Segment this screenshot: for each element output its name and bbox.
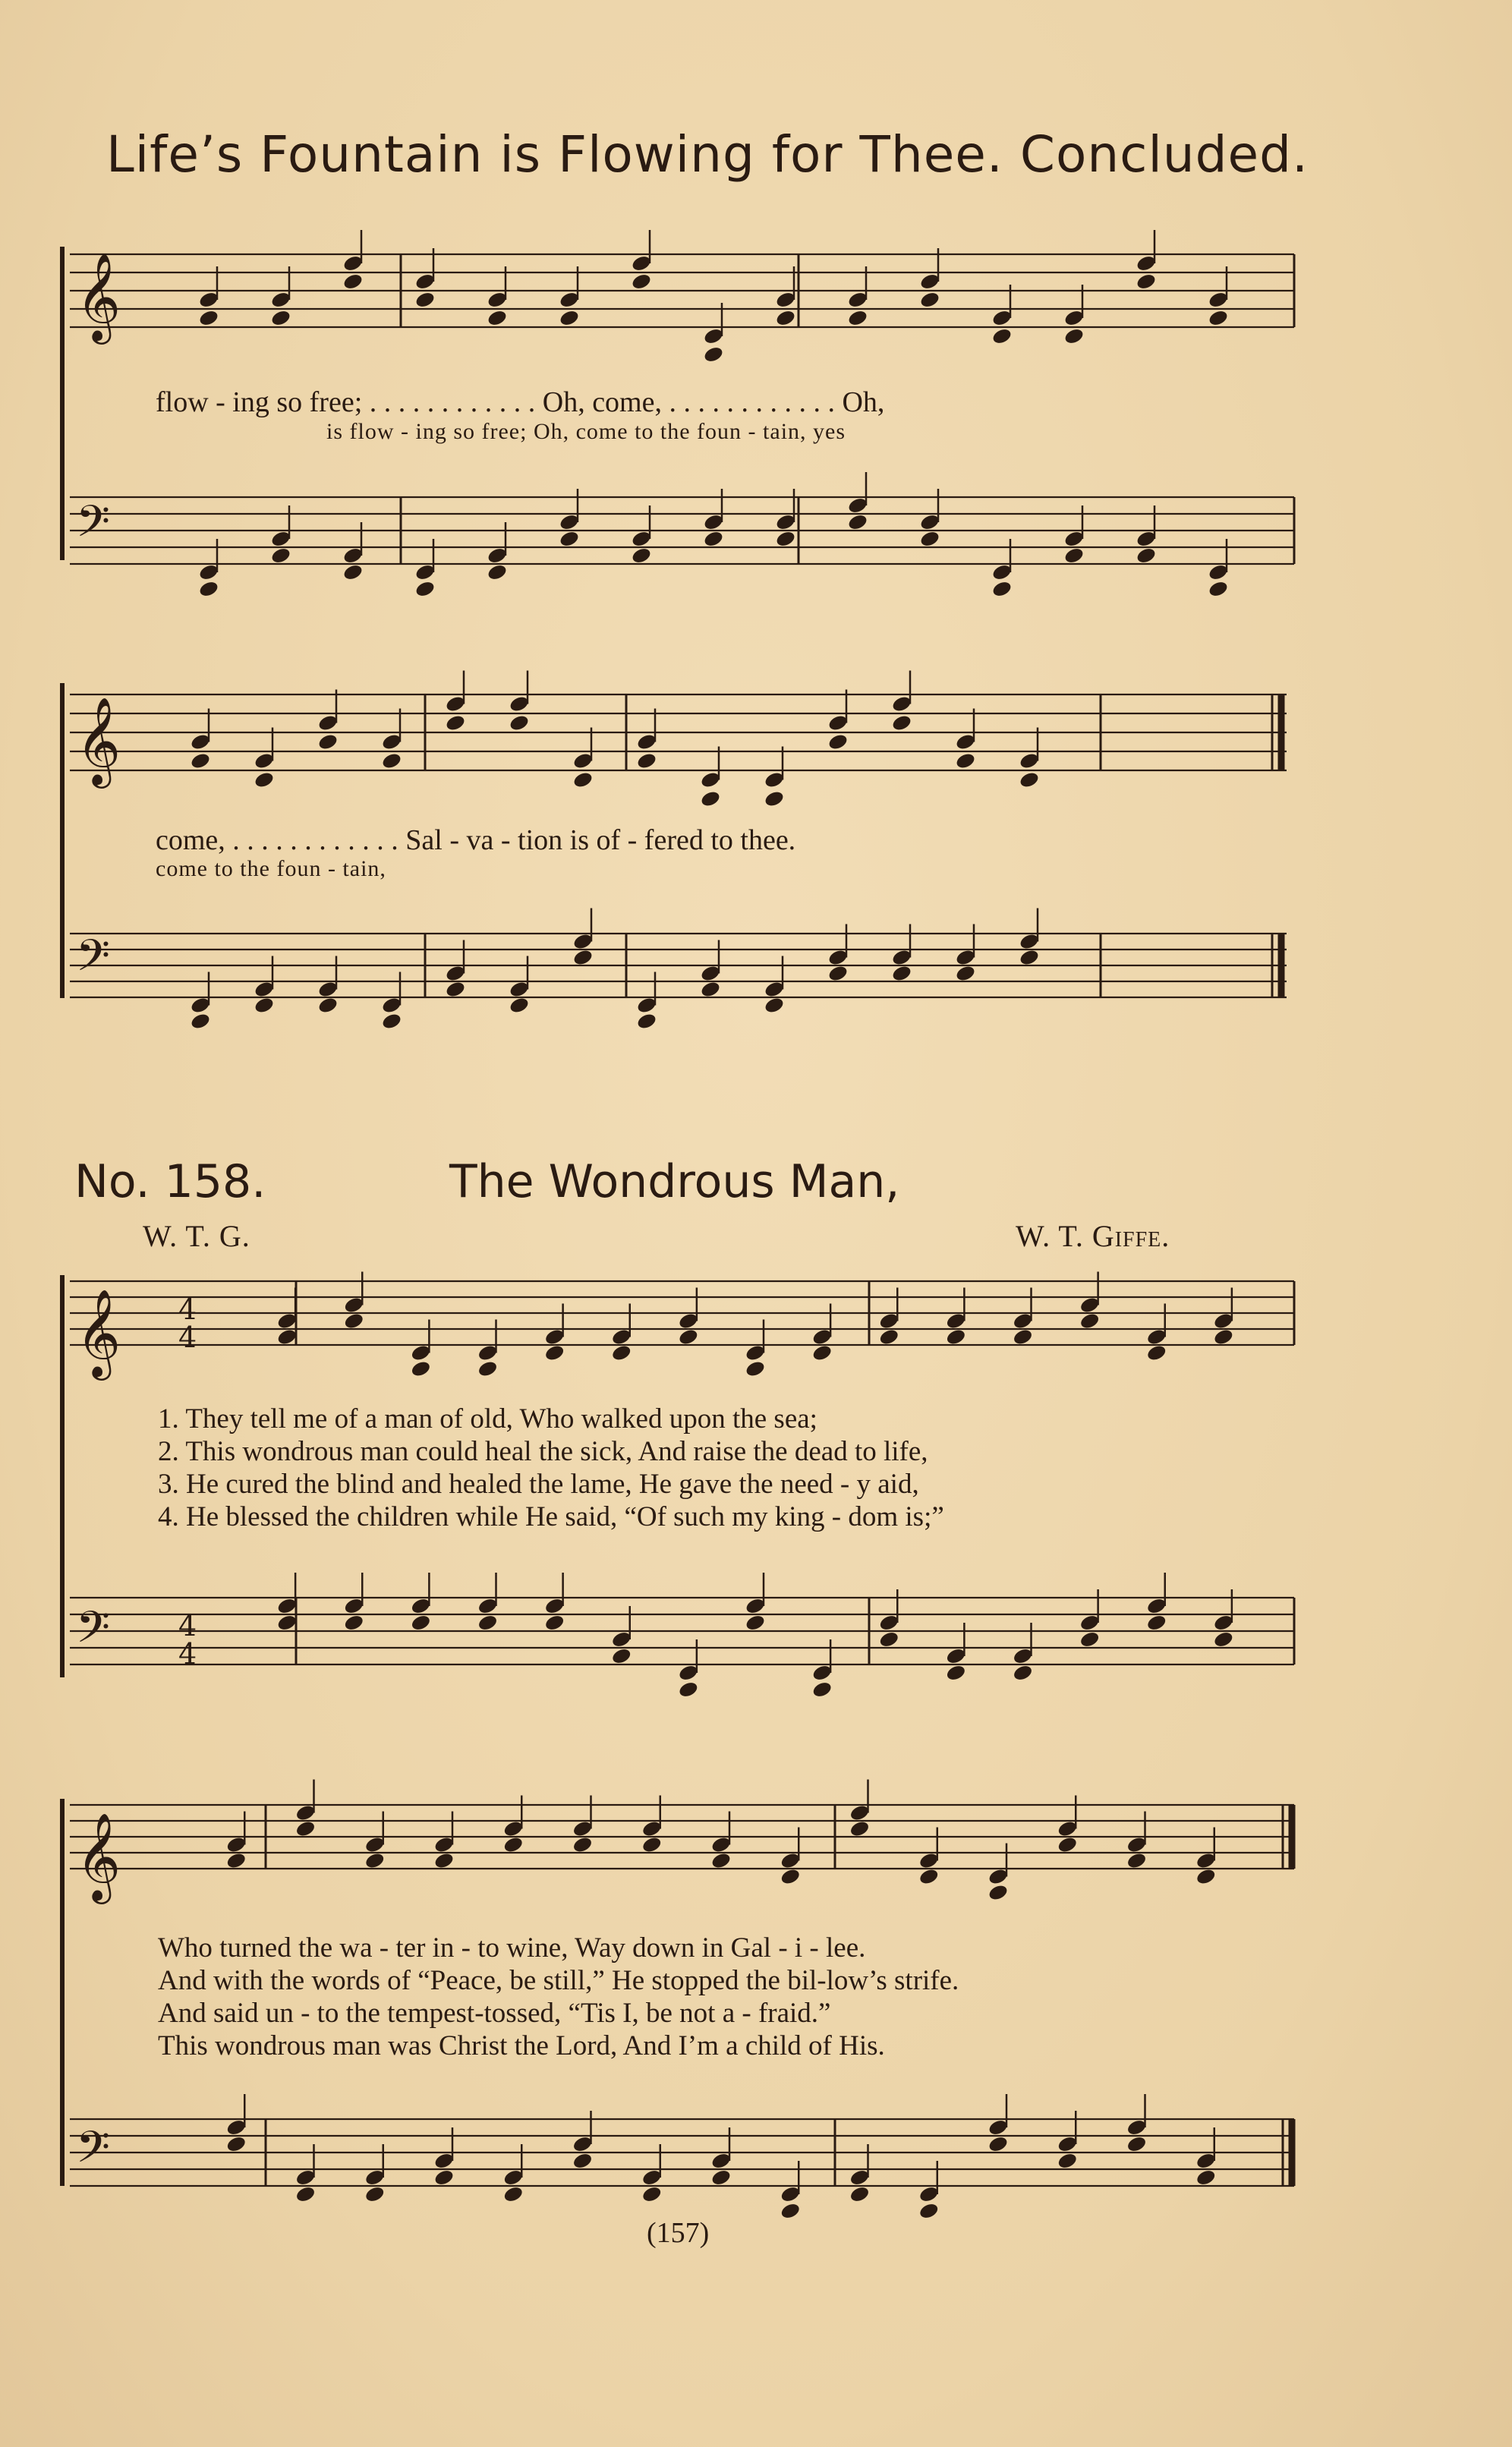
s2-treble-note-head xyxy=(827,732,849,751)
s2-bass-note-head xyxy=(190,1012,212,1031)
s4-bass-note-head xyxy=(918,2202,940,2221)
s1-treble-note-head xyxy=(270,309,292,328)
s1-bass-note-head xyxy=(847,513,869,532)
s1-bass-note-head xyxy=(1063,546,1085,565)
s3-treble-note-head xyxy=(811,1343,833,1362)
hymn-number: No. 158. xyxy=(74,1155,266,1208)
s4-treble-note-head xyxy=(710,1851,732,1870)
verse-line: And with the words of “Peace, be still,” He stopped the bil-low’s strife. xyxy=(158,1965,959,1996)
s1-treble-note-head xyxy=(919,291,941,310)
s1-treble-note-head xyxy=(991,327,1013,346)
treble-clef: 𝄞 xyxy=(76,252,121,341)
s4-treble-note-head xyxy=(433,1851,455,1870)
bass-clef: 𝄢 xyxy=(76,930,111,992)
s2-bass-note-head xyxy=(1019,948,1041,967)
s1-treble-note-head xyxy=(559,309,581,328)
s1-treble-note-head xyxy=(847,309,869,328)
s1-treble-note-head xyxy=(703,345,725,364)
s1-treble-note-head xyxy=(775,309,797,328)
s2-bass-note-head xyxy=(254,996,276,1015)
s4-treble-note-head xyxy=(364,1851,386,1870)
s3-treble-note-head xyxy=(945,1327,967,1346)
s4-bass-note-head xyxy=(780,2202,802,2221)
s1-treble-note-head xyxy=(487,309,509,328)
s1-bass-note-head xyxy=(1136,546,1158,565)
s4-treble-note-head xyxy=(641,1835,663,1854)
s4-treble-note-head xyxy=(849,1819,871,1838)
bass-clef: 𝄢 xyxy=(76,496,111,558)
verse-line: 1. They tell me of a man of old, Who walked upon the sea; xyxy=(158,1403,817,1435)
s3-treble-note-head xyxy=(610,1343,632,1362)
s2-bass-note-head xyxy=(445,980,467,999)
s4-bass-note-head xyxy=(1195,2168,1217,2187)
verse-line: 3. He cured the blind and healed the lame, He gave the need - y aid, xyxy=(158,1469,919,1500)
s4-bass-note-head xyxy=(433,2168,455,2187)
s4-bass-note-head xyxy=(572,2152,594,2171)
time-signature: 4 xyxy=(178,1293,197,1326)
s4-treble-note-head xyxy=(572,1835,594,1854)
s1-bass-note-head xyxy=(775,530,797,549)
s3-bass-note-head xyxy=(1079,1630,1101,1649)
s2-treble-note-head xyxy=(636,751,658,770)
s1-bass-note-head xyxy=(919,530,941,549)
s3-treble-note-head xyxy=(477,1359,499,1378)
s1-bass-note-head xyxy=(1208,580,1230,599)
s2-bass-note-head xyxy=(955,964,977,983)
s2-treble-note-head xyxy=(572,770,594,789)
s3-bass-note-head xyxy=(276,1614,298,1633)
time-signature: 4 xyxy=(178,1637,197,1671)
s2-treble-note-head xyxy=(190,751,212,770)
music-credit: W. T. Giffe. xyxy=(1016,1219,1170,1253)
s2-treble-note-head xyxy=(700,789,722,808)
s3-bass-note-head xyxy=(811,1680,833,1699)
s1-bass-note-head xyxy=(487,563,509,582)
s2-treble-note-head xyxy=(445,713,467,732)
s3-treble-note-head xyxy=(410,1359,432,1378)
s1-treble-note-head xyxy=(1136,272,1158,291)
s3-bass-note-head xyxy=(410,1614,432,1633)
s3-treble-note-head xyxy=(678,1327,700,1346)
s3-bass-note-head xyxy=(878,1630,900,1649)
treble-clef: 𝄞 xyxy=(76,1812,121,1901)
s4-bass-note-head xyxy=(1057,2152,1079,2171)
s4-bass-note-head xyxy=(849,2185,871,2204)
s3-bass-note-head xyxy=(343,1614,365,1633)
bass-clef: 𝄢 xyxy=(76,2121,111,2184)
page-number: (157) xyxy=(647,2217,710,2249)
s3-treble-note-head xyxy=(1145,1343,1167,1362)
s4-treble-note-head xyxy=(1126,1851,1148,1870)
s2-bass-note-head xyxy=(572,948,594,967)
s1-treble-note-head xyxy=(1063,327,1085,346)
system1-lyrics-bottom: is flow - ing so free; Oh, come to the foun - tain, yes xyxy=(326,419,846,444)
treble-clef: 𝄞 xyxy=(76,1288,121,1377)
s4-treble-note-head xyxy=(1057,1835,1079,1854)
s1-bass-note-head xyxy=(414,580,436,599)
s3-treble-note-head xyxy=(1213,1327,1235,1346)
s4-bass-note-head xyxy=(988,2135,1010,2154)
s2-treble-note-head xyxy=(509,713,531,732)
time-signature: 4 xyxy=(178,1609,197,1642)
treble-clef: 𝄞 xyxy=(76,696,121,785)
s2-bass-note-head xyxy=(764,996,786,1015)
s4-bass-note-head xyxy=(225,2135,247,2154)
s1-bass-note-head xyxy=(703,530,725,549)
s2-bass-note-head xyxy=(636,1012,658,1031)
s1-bass-note-head xyxy=(631,546,653,565)
s4-treble-note-head xyxy=(225,1851,247,1870)
s1-bass-note-head xyxy=(342,563,364,582)
s3-bass-note-head xyxy=(745,1614,767,1633)
s3-treble-note-head xyxy=(1079,1312,1101,1331)
verse-line: And said un - to the tempest-tossed, “Tis I, be not a - fraid.” xyxy=(158,1998,831,2029)
s3-treble-note-head xyxy=(878,1327,900,1346)
s3-bass-note-head xyxy=(543,1614,565,1633)
hymn-title: The Wondrous Man, xyxy=(449,1155,900,1208)
s2-bass-note-head xyxy=(381,1012,403,1031)
s4-treble-note-head xyxy=(780,1867,802,1886)
s4-treble-note-head xyxy=(988,1883,1010,1902)
s3-treble-note-head xyxy=(1012,1327,1034,1346)
s3-bass-note-head xyxy=(477,1614,499,1633)
s2-treble-note-head xyxy=(254,770,276,789)
s3-bass-note-head xyxy=(678,1680,700,1699)
s4-treble-note-head xyxy=(502,1835,524,1854)
s3-treble-note-head xyxy=(745,1359,767,1378)
s4-treble-note-head xyxy=(918,1867,940,1886)
s1-bass-note-head xyxy=(198,580,220,599)
s2-bass-note-head xyxy=(827,964,849,983)
s2-bass-note-head xyxy=(317,996,339,1015)
s4-treble-note-head xyxy=(295,1819,317,1838)
s3-treble-note-head xyxy=(276,1327,298,1346)
system2-lyrics-bottom: come to the foun - tain, xyxy=(156,856,386,881)
bass-clef: 𝄢 xyxy=(76,1601,111,1664)
s1-bass-note-head xyxy=(270,546,292,565)
s2-treble-note-head xyxy=(317,732,339,751)
s3-bass-note-head xyxy=(1213,1630,1235,1649)
verse-line: 4. He blessed the children while He said, “Of such my king - dom is;” xyxy=(158,1501,944,1532)
s4-bass-note-head xyxy=(1126,2135,1148,2154)
s3-treble-note-head xyxy=(543,1343,565,1362)
s1-bass-note-head xyxy=(991,580,1013,599)
s4-bass-note-head xyxy=(295,2185,317,2204)
verse-line: This wondrous man was Christ the Lord, And I’m a child of His. xyxy=(158,2030,885,2061)
s1-treble-note-head xyxy=(1208,309,1230,328)
page-title: Life’s Fountain is Flowing for Thee. Concluded. xyxy=(106,125,1309,184)
s4-treble-note-head xyxy=(1195,1867,1217,1886)
s3-bass-note-head xyxy=(1145,1614,1167,1633)
s1-treble-note-head xyxy=(414,291,436,310)
s2-treble-note-head xyxy=(891,713,913,732)
s3-bass-note-head xyxy=(1012,1664,1034,1683)
s4-bass-note-head xyxy=(710,2168,732,2187)
s4-bass-note-head xyxy=(502,2185,524,2204)
s1-treble-note-head xyxy=(342,272,364,291)
verse-block-2 xyxy=(158,1932,959,2062)
s2-treble-note-head xyxy=(381,751,403,770)
s2-bass-note-head xyxy=(509,996,531,1015)
system2-lyrics-top: come, . . . . . . . . . . . . Sal - va - tion is of - fered to thee. xyxy=(156,824,796,856)
time-signature: 4 xyxy=(178,1321,197,1354)
s2-treble-note-head xyxy=(764,789,786,808)
verse-block-1 xyxy=(158,1403,944,1533)
verse-line: 2. This wondrous man could heal the sick, And raise the dead to life, xyxy=(158,1436,928,1467)
s4-bass-note-head xyxy=(641,2185,663,2204)
s1-treble-note-head xyxy=(631,272,653,291)
s2-bass-note-head xyxy=(700,980,722,999)
system1-lyrics-top: flow - ing so free; . . . . . . . . . . . . Oh, come, . . . . . . . . . . . . Oh, xyxy=(156,386,885,418)
s3-bass-note-head xyxy=(945,1664,967,1683)
s2-treble-note-head xyxy=(955,751,977,770)
s1-bass-note-head xyxy=(559,530,581,549)
s1-treble-note-head xyxy=(198,309,220,328)
s3-bass-note-head xyxy=(610,1647,632,1666)
s2-treble-note-head xyxy=(1019,770,1041,789)
s3-treble-note-head xyxy=(343,1312,365,1331)
s2-bass-note-head xyxy=(891,964,913,983)
words-credit: W. T. G. xyxy=(143,1219,250,1253)
s4-bass-note-head xyxy=(364,2185,386,2204)
verse-line: Who turned the wa - ter in - to wine, Way down in Gal - i - lee. xyxy=(158,1932,866,1964)
